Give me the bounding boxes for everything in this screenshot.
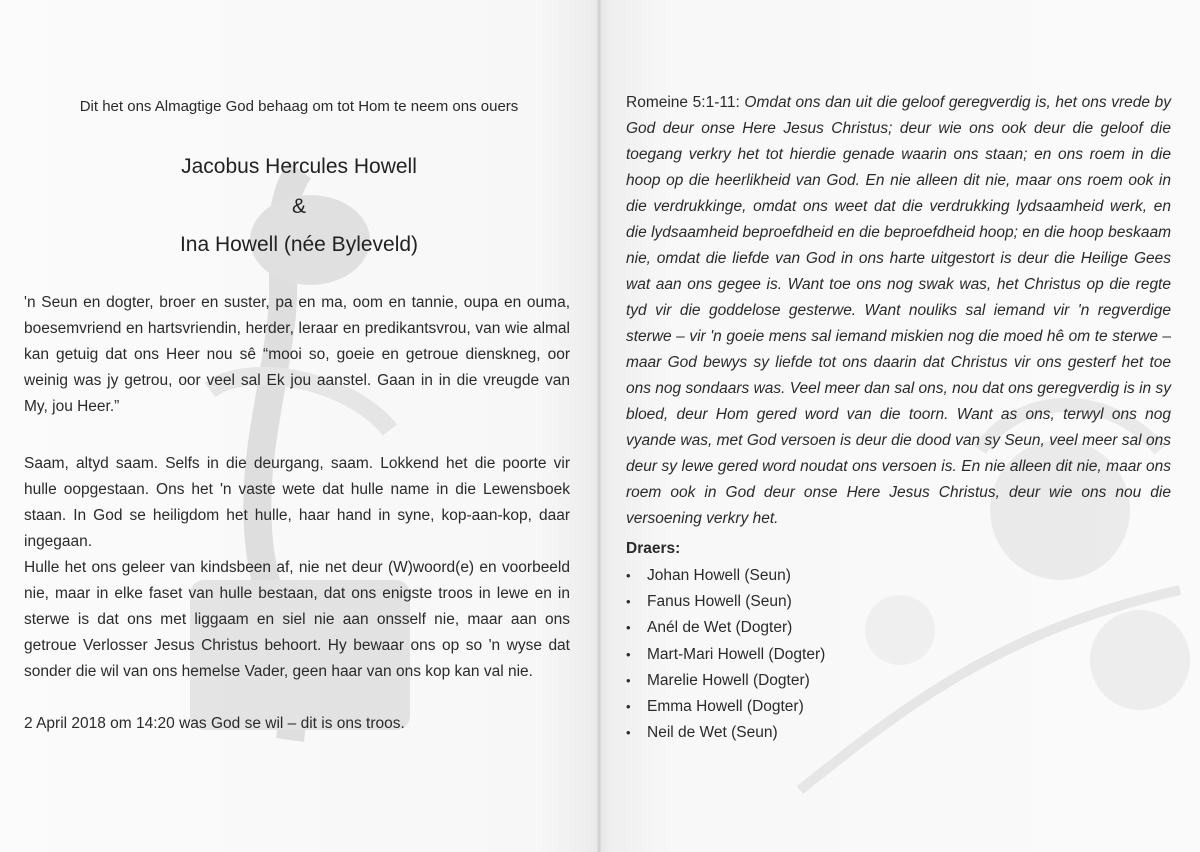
teaching-paragraph: Hulle het ons geleer van kindsbeen af, nie net deur (W)woord(e) en voorbeeld nie, maar in elke faset van hulle bestaan, dat ons enigste troos in lewe en in sterwe is dat ons met liggaam en siel nie aan onsself nie, maar aan ons getroue Verlosser Jesus Christus behoort. Hy bewaar ons op so 'n wyse dat sonder die wil van ons hemelse Vader, geen haar van ons kop kan val nie. [24, 559, 570, 680]
bearer-item: • Fanus Howell (Seun) [626, 589, 1026, 615]
bearers-heading: Draers: [626, 540, 681, 557]
deceased-name-father: Jacobus Hercules Howell [181, 155, 417, 178]
bearer-item: • Marelie Howell (Dogter) [626, 668, 1026, 694]
deceased-name-mother: Ina Howell (née Byleveld) [179, 233, 419, 256]
intro-line: Dit het ons Almagtige God behaag om tot Hom te neem ons ouers [79, 98, 519, 115]
scripture-reference: Romeine 5:1-11: [626, 94, 740, 111]
ampersand: & [291, 195, 306, 218]
bearer-item: • Anél de Wet (Dogter) [626, 615, 1026, 641]
bearer-item: • Emma Howell (Dogter) [626, 694, 1026, 720]
bearer-item: • Mart-Mari Howell (Dogter) [626, 642, 1026, 668]
tribute-paragraph: 'n Seun en dogter, broer en suster, pa en ma, oom en tannie, oupa en ouma, boesemvriend en hartsvriendin, herder, leraar en predikantsvrou, van wie almal kan getuig dat ons Heer nou sê “mooi so, goeie en getroue dienskneg, oor weinig was jy getrou, oor veel sal Ek jou aanstel. Gaan in in die vreugde van My, jou Heer.” [24, 294, 570, 415]
bearer-item: • Johan Howell (Seun) [626, 563, 1026, 589]
scripture-text: Omdat ons dan uit die geloof geregverdig is, het ons vrede by God deur onse Here Jesus Christus; deur wie ons ook deur die geloof die toegang verkry het tot hierdie genade waarin ons staan; en ons roem in die hoop op die heerlikheid van God. En nie alleen dit nie, maar ons roem ook in die verdrukkinge, omdat ons weet dat die verdrukking lydsaamheid werk, en die lydsaamheid beproefdheid en die beproefdheid hoop; en die hoop beskaam nie, omdat die liefde van God in ons harte uitgestort is deur die Heilige Gees wat aan ons gegee is. Want toe ons nog swak was, het Christus op die regte tyd vir die goddelose gesterwe. Want nouliks sal iemand vir 'n regverdige sterwe – vir 'n goeie mens sal iemand miskien nog die moed hê om te sterwe – maar God bewys sy liefde tot ons daarin dat Christus vir ons gesterf het toe ons nog sondaars was. Veel meer dan sal ons, nou dat ons geregverdig is in sy bloed, deur Hom gered word van die toorn. Want as ons, terwyl ons nog vyande was, met God versoen is deur die dood van sy Seun, veel meer sal ons deur sy lewe gered word noudat ons versoen is. En nie alleen dit nie, maar ons roem ook in God deur onse Here Jesus Christus, deur wie ons nou die versoening verkry het. [626, 94, 1171, 527]
bearer-item: • Neil de Wet (Seun) [626, 720, 1026, 746]
together-paragraph: Saam, altyd saam. Selfs in die deurgang, saam. Lokkend het die poorte vir hulle oopgestaan. Ons het 'n vaste wete dat hulle name in die Lewensboek staan. In God se heiligdom het hulle, haar hand in syne, kop-aan-kop, daar ingegaan. [24, 455, 570, 550]
right-page [600, 0, 1200, 852]
left-page [0, 0, 598, 852]
date-of-passing: 2 April 2018 om 14:20 was God se wil – dit is ons troos. [24, 715, 405, 732]
scripture-passage [626, 90, 1171, 532]
bearers-list [626, 563, 1026, 746]
